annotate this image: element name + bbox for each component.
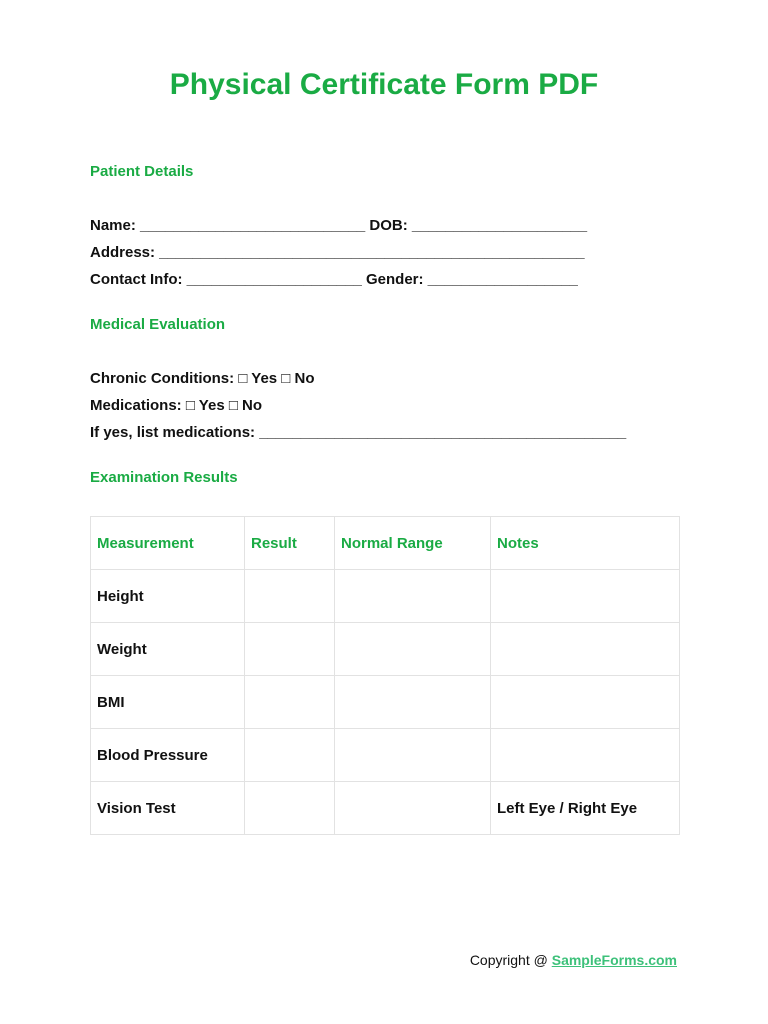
- table-row: [91, 729, 680, 782]
- result-cell: [245, 729, 335, 782]
- table-row: [91, 676, 680, 729]
- measurement-cell: BMI: [91, 676, 245, 729]
- result-cell: [245, 676, 335, 729]
- notes-cell: Left Eye / Right Eye: [491, 782, 680, 835]
- normal-range-cell: [335, 570, 491, 623]
- sampleforms-link[interactable]: SampleForms.com: [551, 952, 677, 968]
- column-header-notes: Notes: [491, 517, 680, 570]
- result-cell: [245, 623, 335, 676]
- notes-cell: [491, 570, 680, 623]
- list-medications-line: If yes, list medications: ____________________________________________: [90, 424, 627, 441]
- measurement-cell: Height: [91, 570, 245, 623]
- chronic-conditions-line: Chronic Conditions: □ Yes □ No: [90, 370, 315, 387]
- table-header-row: [91, 517, 680, 570]
- table-row: [91, 570, 680, 623]
- measurement-cell: Weight: [91, 623, 245, 676]
- normal-range-cell: [335, 623, 491, 676]
- column-header-result: Result: [245, 517, 335, 570]
- column-header-normal-range: Normal Range: [335, 517, 491, 570]
- normal-range-cell: [335, 676, 491, 729]
- copyright-footer: [470, 952, 677, 968]
- section-heading-medical-evaluation: Medical Evaluation: [90, 316, 226, 333]
- notes-cell: [491, 676, 680, 729]
- copyright-prefix: Copyright @: [469, 952, 552, 968]
- notes-cell: [491, 729, 680, 782]
- section-heading-examination-results: Examination Results: [90, 469, 238, 486]
- result-cell: [245, 570, 335, 623]
- measurement-cell: Vision Test: [91, 782, 245, 835]
- normal-range-cell: [335, 729, 491, 782]
- examination-results-table: [90, 516, 680, 835]
- table-row: [91, 623, 680, 676]
- section-heading-patient-details: Patient Details: [90, 163, 194, 180]
- table-row: [91, 782, 680, 835]
- medications-line: Medications: □ Yes □ No: [90, 397, 263, 414]
- document-title: Physical Certificate Form PDF: [169, 68, 599, 101]
- contact-gender-field-line: Contact Info: _____________________ Gender: __________________: [90, 271, 578, 288]
- notes-cell: [491, 623, 680, 676]
- normal-range-cell: [335, 782, 491, 835]
- result-cell: [245, 782, 335, 835]
- column-header-measurement: Measurement: [91, 517, 245, 570]
- address-field-line: Address: ___________________________________________________: [90, 244, 585, 261]
- measurement-cell: Blood Pressure: [91, 729, 245, 782]
- name-dob-field-line: Name: ___________________________ DOB: _____________________: [90, 217, 588, 234]
